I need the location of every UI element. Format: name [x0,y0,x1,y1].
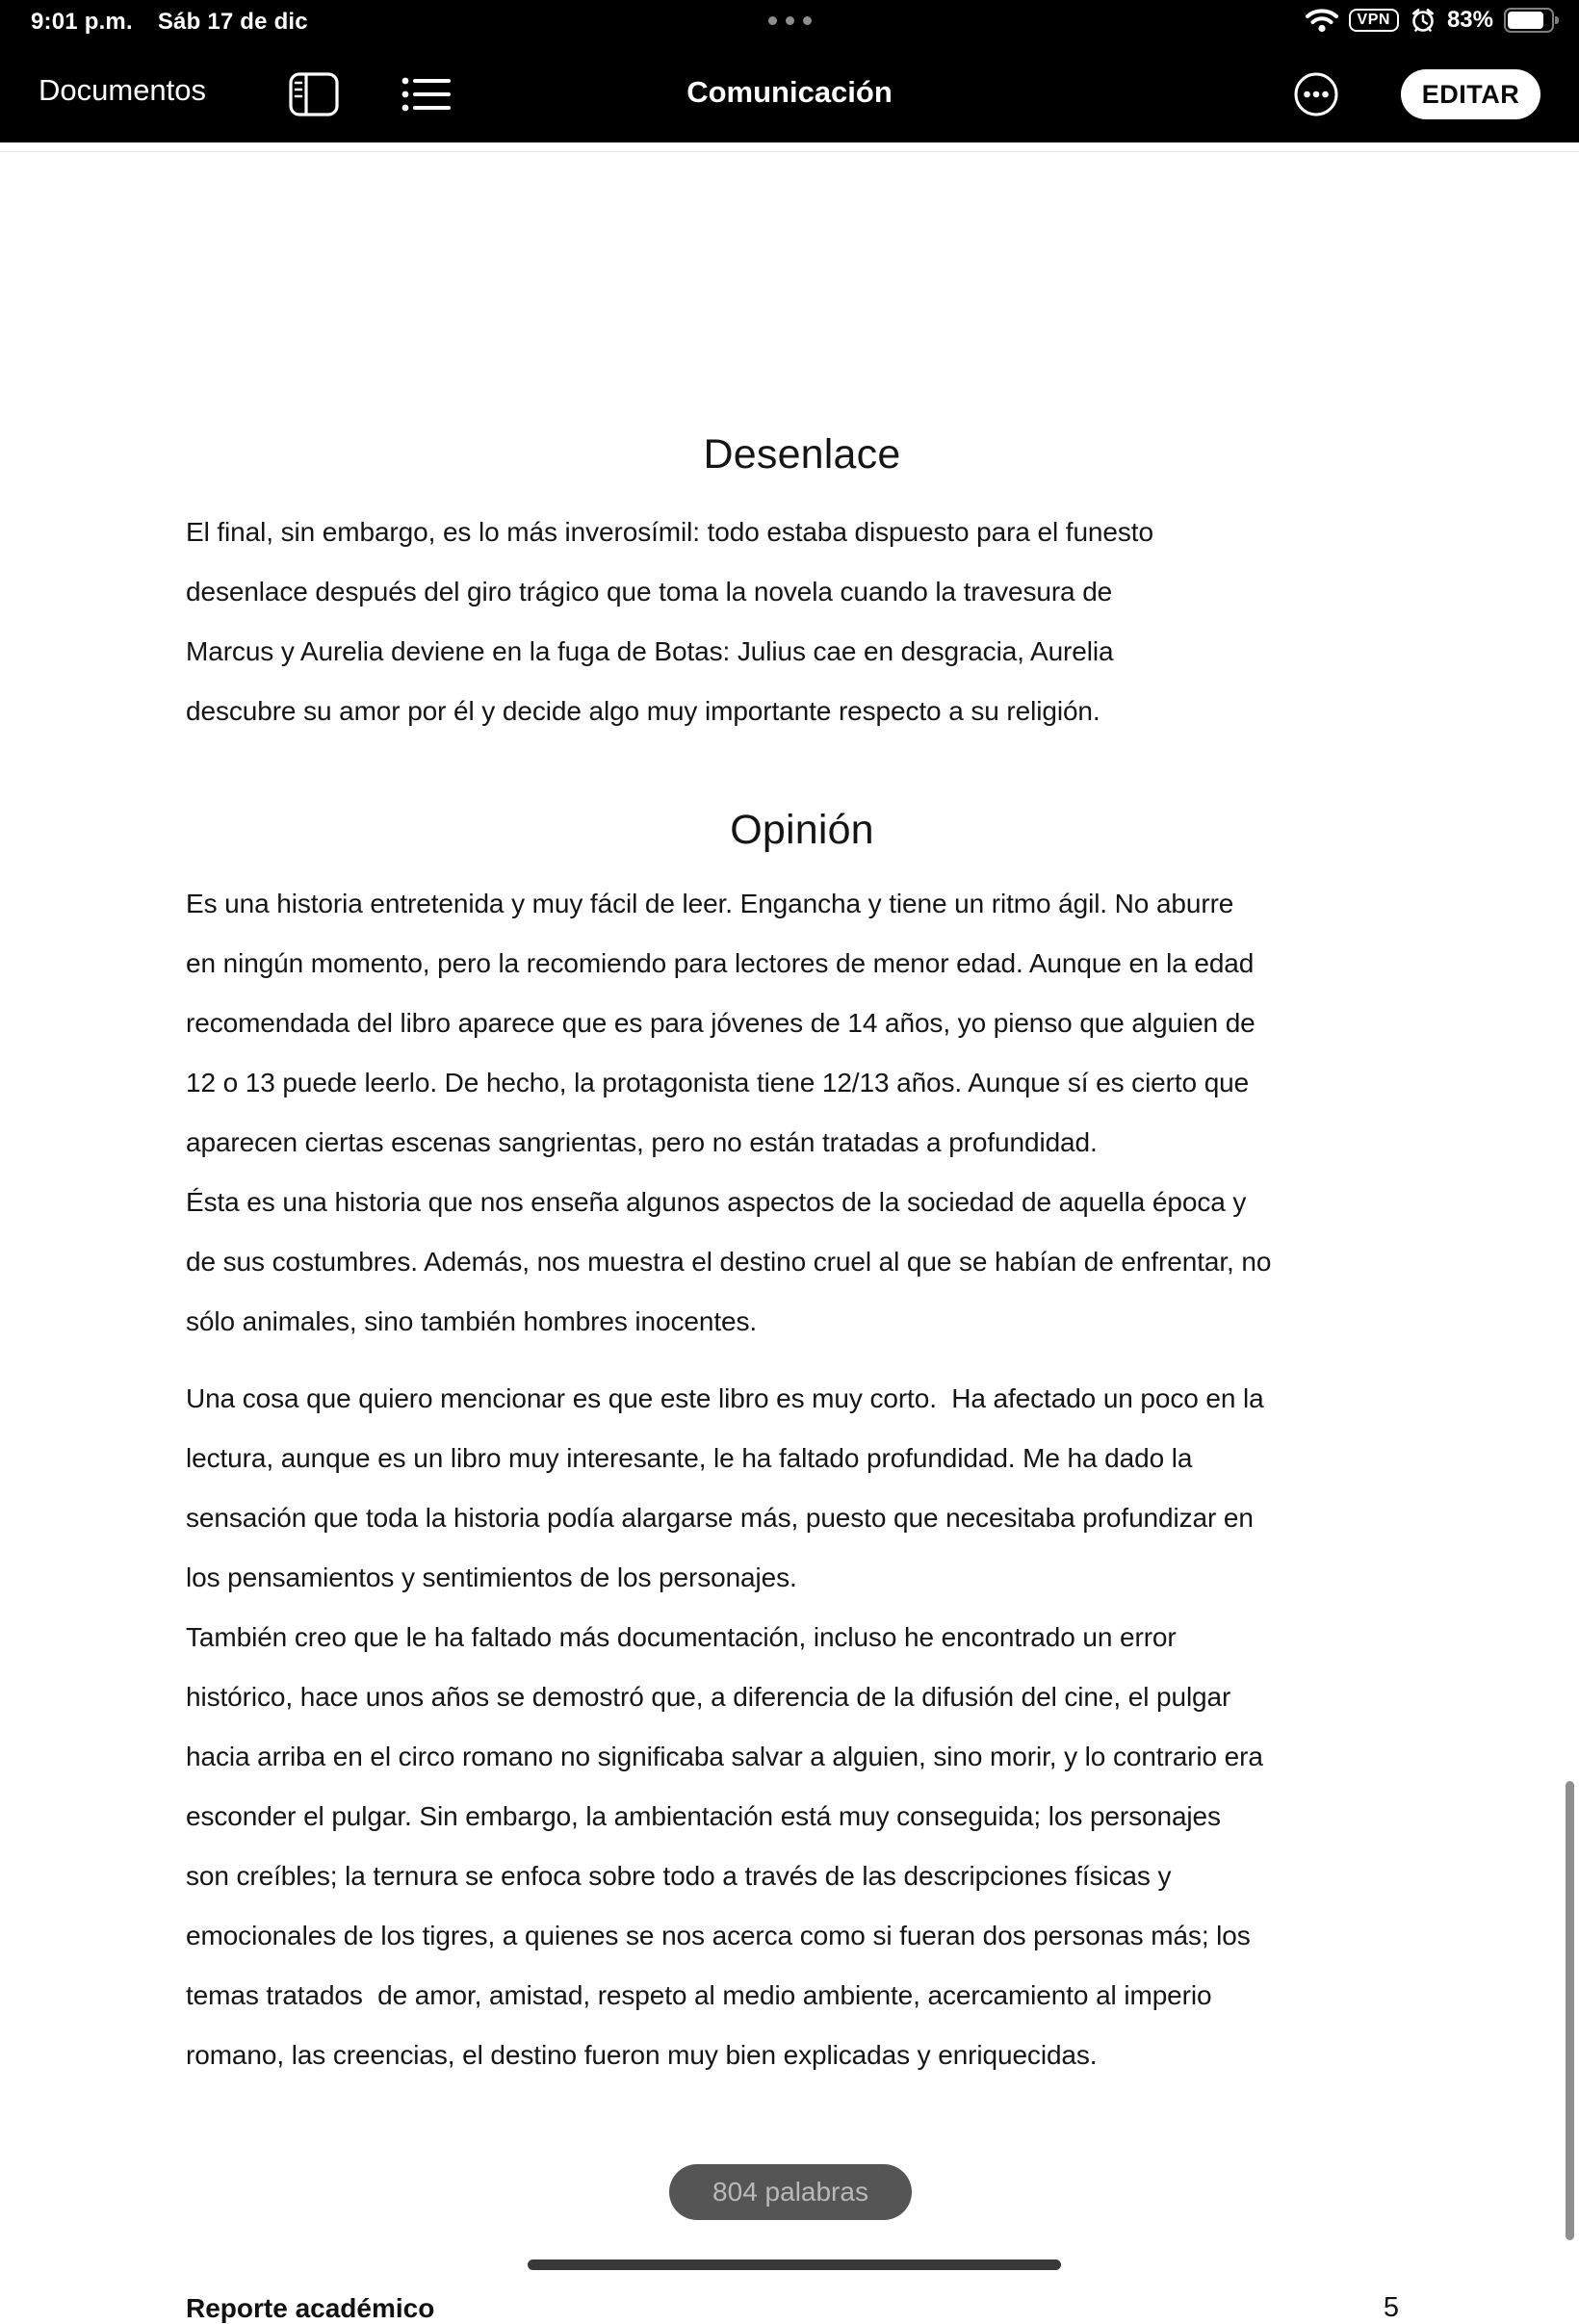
text-line: hacia arriba en el circo romano no significaba salvar a alguien, sino morir, y lo contrario era [186,1742,1263,1771]
wifi-icon [1306,8,1338,33]
text-line: esconder el pulgar. Sin embargo, la ambientación está muy conseguida; los personajes [186,1801,1221,1831]
paragraph [186,1369,1418,2085]
text-line: temas tratados de amor, amistad, respeto al medio ambiente, acercamiento al imperio [186,1980,1212,2010]
text-line: desenlace después del giro trágico que toma la novela cuando la travesura de [186,577,1113,607]
ellipsis-circle-icon [1293,71,1339,117]
text-line: los pensamientos y sentimientos de los personajes. [186,1562,797,1592]
text-line: También creo que le ha faltado más documentación, incluso he encontrado un error [186,1622,1177,1652]
section-heading: Opinión [730,807,874,853]
vertical-scrollbar[interactable] [1566,1781,1574,2240]
battery-icon [1504,8,1554,33]
document-page [0,142,1579,2323]
paragraph [186,874,1418,1352]
text-line: aparecen ciertas escenas sangrientas, pero no están tratadas a profundidad. [186,1127,1098,1157]
text-line: recomendada del libro aparece que es para jóvenes de 14 años, yo pienso que alguien de [186,1008,1255,1038]
edit-button[interactable]: EDITAR [1401,69,1540,119]
text-line: Marcus y Aurelia deviene en la fuga de Botas: Julius cae en desgracia, Aurelia [186,636,1114,666]
text-line: sólo animales, sino también hombres inocentes. [186,1306,758,1336]
documents-back-button[interactable]: Documentos [39,73,207,107]
top-chrome [0,0,1579,142]
vpn-badge: VPN [1349,9,1399,33]
page-number: 5 [1383,2292,1400,2323]
home-indicator[interactable] [528,2259,1061,2270]
section-heading: Desenlace [703,431,901,478]
alarm-clock-icon [1410,7,1437,34]
word-count-badge[interactable]: 804 palabras [669,2164,912,2220]
battery-percent: 83% [1446,7,1493,33]
text-line: 12 o 13 puede leerlo. De hecho, la protagonista tiene 12/13 años. Aunque sí es cierto que [186,1068,1250,1097]
status-icons [1306,7,1554,34]
text-line: descubre su amor por él y decide algo muy importante respecto a su religión. [186,696,1100,726]
text-line: Una cosa que quiero mencionar es que este libro es muy corto. Ha afectado un poco en la [186,1383,1264,1413]
text-line: Es una historia entretenida y muy fácil de leer. Engancha y tiene un ritmo ágil. No aburre [186,889,1234,918]
text-line: sensación que toda la historia podía alargarse más, puesto que necesitaba profundizar en [186,1503,1254,1533]
text-line: de sus costumbres. Además, nos muestra el destino cruel al que se habían de enfrentar, no [186,1247,1272,1277]
navigation-bar [0,46,1579,142]
multitask-dots-indicator[interactable] [768,16,812,25]
text-line: lectura, aunque es un libro muy interesante, le ha faltado profundidad. Me ha dado la [186,1443,1193,1473]
document-body [186,420,1418,2085]
status-bar [0,0,1579,46]
page-footer-text: Reporte académico [186,2293,435,2323]
text-line: en ningún momento, pero la recomiendo para lectores de menor edad. Aunque en la edad [186,948,1255,978]
more-options-button[interactable] [1293,71,1339,117]
text-line: romano, las creencias, el destino fueron muy bien explicadas y enriquecidas. [186,2040,1098,2070]
document-title: Comunicación [686,75,893,109]
status-time: 9:01 p.m. [31,9,133,35]
status-time-date [31,9,308,36]
text-line: son creíbles; la ternura se enfoca sobre todo a través de las descripciones físicas y [186,1861,1172,1891]
text-line: emocionales de los tigres, a quienes se nos acerca como si fueran dos personas más; los [186,1921,1251,1950]
text-line: Ésta es una historia que nos enseña algunos aspectos de la sociedad de aquella época y [186,1187,1247,1217]
page-top-divider [0,151,1579,152]
text-line: histórico, hace unos años se demostró que, a diferencia de la difusión del cine, el pulgar [186,1682,1231,1712]
status-date: Sáb 17 de dic [157,9,308,35]
text-line: El final, sin embargo, es lo más inverosímil: todo estaba dispuesto para el funesto [186,517,1153,547]
paragraph [186,503,1418,741]
